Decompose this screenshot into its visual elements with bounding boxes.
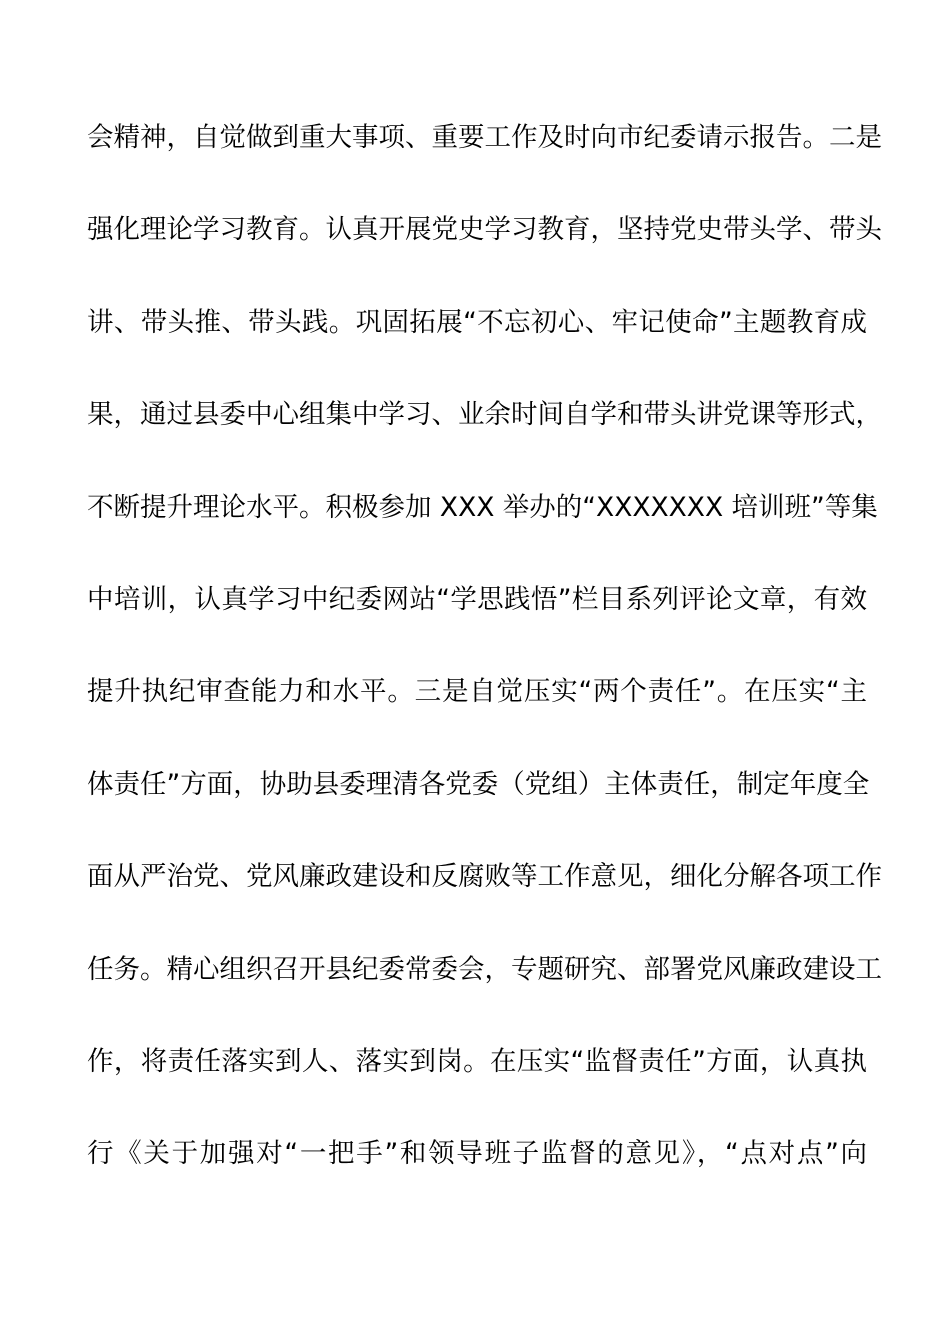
text-line: 作，将责任落实到人、落实到岗。在压实“监督责任”方面，认真执: [87, 1045, 867, 1077]
text-line: 面从严治党、党风廉政建设和反腐败等工作意见，细化分解各项工作: [87, 861, 882, 893]
text-line: 提升执纪审查能力和水平。三是自觉压实“两个责任”。在压实“主: [87, 676, 867, 708]
text-line: 果，通过县委中心组集中学习、业余时间自学和带头讲党课等形式，: [87, 399, 882, 431]
text-line: 讲、带头推、带头践。巩固拓展“不忘初心、牢记使命”主题教育成: [87, 306, 867, 338]
text-line: 中培训，认真学习中纪委网站“学思践悟”栏目系列评论文章，有效: [87, 583, 867, 615]
text-line: 任务。精心组织召开县纪委常委会，专题研究、部署党风廉政建设工: [87, 953, 882, 985]
text-line: 体责任”方面，协助县委理清各党委（党组）主体责任，制定年度全: [87, 768, 870, 800]
text-line: 强化理论学习教育。认真开展党史学习教育，坚持党史带头学、带头: [87, 214, 882, 246]
text-line: 不断提升理论水平。积极参加 XXX 举办的“XXXXXXX 培训班”等集: [87, 491, 878, 523]
body-text: [87, 115, 882, 1224]
text-line: 会精神，自觉做到重大事项、重要工作及时向市纪委请示报告。二是: [87, 122, 882, 153]
text-line: 行《关于加强对“一把手”和领导班子监督的意见》，“点对点”向: [87, 1138, 867, 1170]
